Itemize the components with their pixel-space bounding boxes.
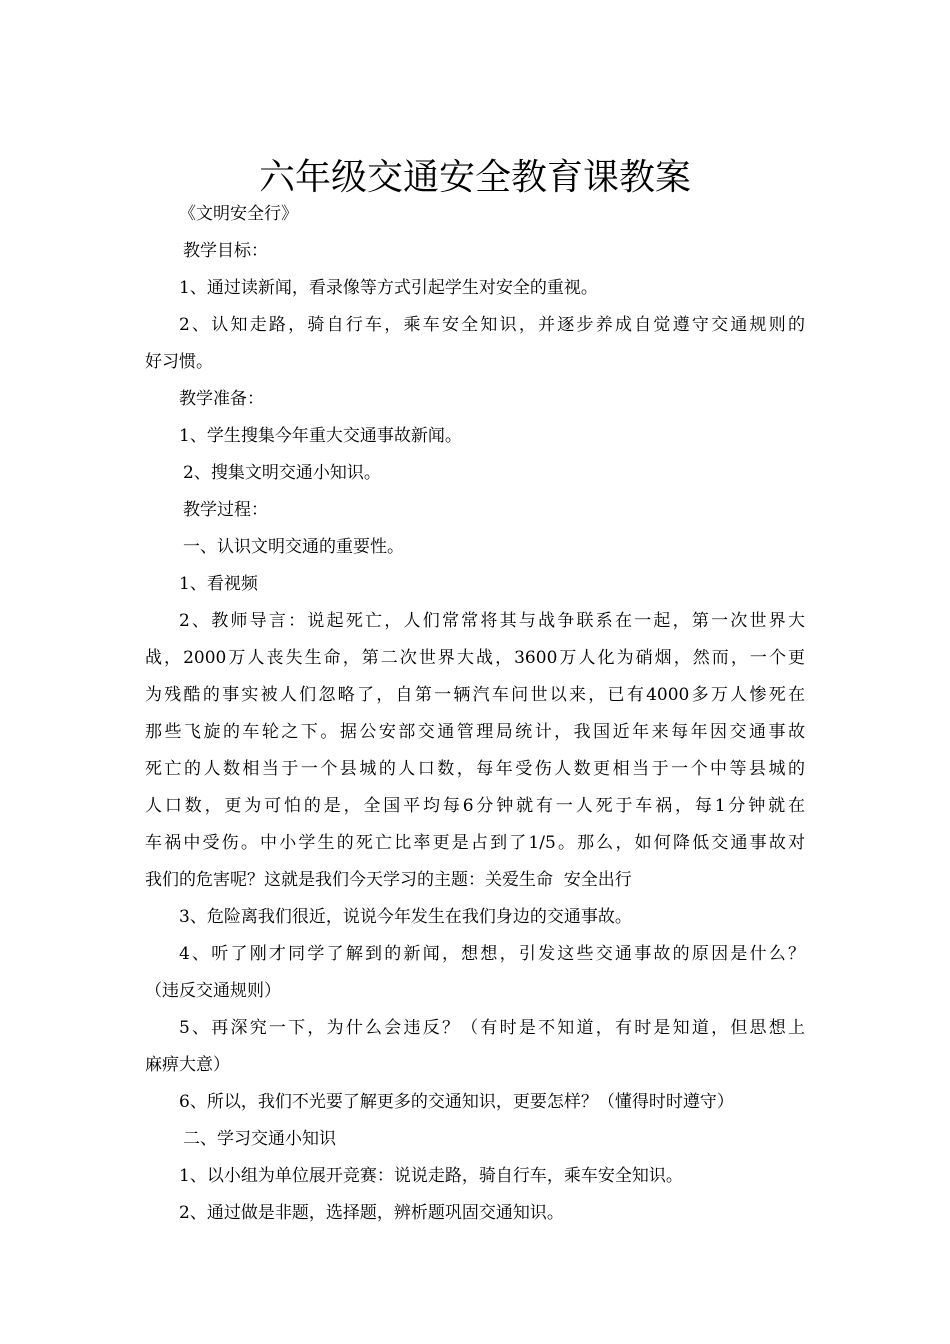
paragraph-line: 2、教师导言：说起死亡，人们常常将其与战争联系在一起，第一次世界大: [179, 611, 805, 631]
document-title: 六年级交通安全教育课教案: [258, 157, 691, 198]
paragraph-line: 2、通过做是非题，选择题，辨析题巩固交通知识。: [179, 1203, 564, 1223]
paragraph-line: 车祸中受伤。中小学生的死亡比率更是占到了1/5。那么，如何降低交通事故对: [145, 833, 805, 853]
paragraph-line: 麻痹大意）: [145, 1055, 230, 1075]
paragraph-line: 人口数，更为可怕的是，全国平均每6分钟就有一人死于车祸，每1分钟就在: [145, 796, 805, 816]
paragraph-line: 1、以小组为单位展开竞赛：说说走路，骑自行车，乘车安全知识。: [179, 1166, 683, 1186]
paragraph-line: 2、认知走路，骑自行车，乘车安全知识，并逐步养成自觉遵守交通规则的: [179, 315, 805, 335]
paragraph-line: 6、所以，我们不光要了解更多的交通知识，更要怎样？（懂得时时遵守）: [179, 1092, 734, 1112]
section-heading: 教学过程：: [183, 500, 268, 520]
section-heading: 教学准备：: [179, 389, 264, 409]
section-heading: 一、认识文明交通的重要性。: [183, 537, 404, 557]
section-heading: 二、学习交通小知识: [183, 1129, 336, 1149]
paragraph-line: 1、通过读新闻，看录像等方式引起学生对安全的重视。: [179, 278, 598, 298]
paragraph-line: 好习惯。: [145, 352, 213, 372]
paragraph-line: 那些飞旋的车轮之下。据公安部交通管理局统计，我国近年来每年因交通事故: [145, 722, 805, 742]
paragraph-line: （违反交通规则）: [145, 981, 281, 1001]
paragraph-line: 战，2000万人丧失生命，第二次世界大战，3600万人化为硝烟，然而，一个更: [145, 648, 805, 668]
paragraph-line: 4、听了刚才同学了解到的新闻，想想，引发这些交通事故的原因是什么？: [179, 944, 805, 964]
paragraph-line: 1、看视频: [179, 574, 258, 594]
paragraph-line: 为残酷的事实被人们忽略了，自第一辆汽车问世以来，已有4000多万人惨死在: [145, 685, 805, 705]
paragraph-line: 我们的危害呢？这就是我们今天学习的主题：关爱生命 安全出行: [145, 870, 632, 890]
paragraph-line: 1、学生搜集今年重大交通事故新闻。: [179, 426, 462, 446]
paragraph-line: 死亡的人数相当于一个县城的人口数，每年受伤人数更相当于一个中等县城的: [145, 759, 805, 779]
paragraph-line: 5、再深究一下，为什么会违反？（有时是不知道，有时是知道，但思想上: [179, 1018, 805, 1038]
subtitle-line: 《文明安全行》: [179, 204, 298, 224]
document-body: [145, 196, 805, 1232]
paragraph-line: 3、危险离我们很近，说说今年发生在我们身边的交通事故。: [179, 907, 632, 927]
section-heading: 教学目标：: [183, 241, 268, 261]
paragraph-line: 2、搜集文明交通小知识。: [183, 463, 381, 483]
